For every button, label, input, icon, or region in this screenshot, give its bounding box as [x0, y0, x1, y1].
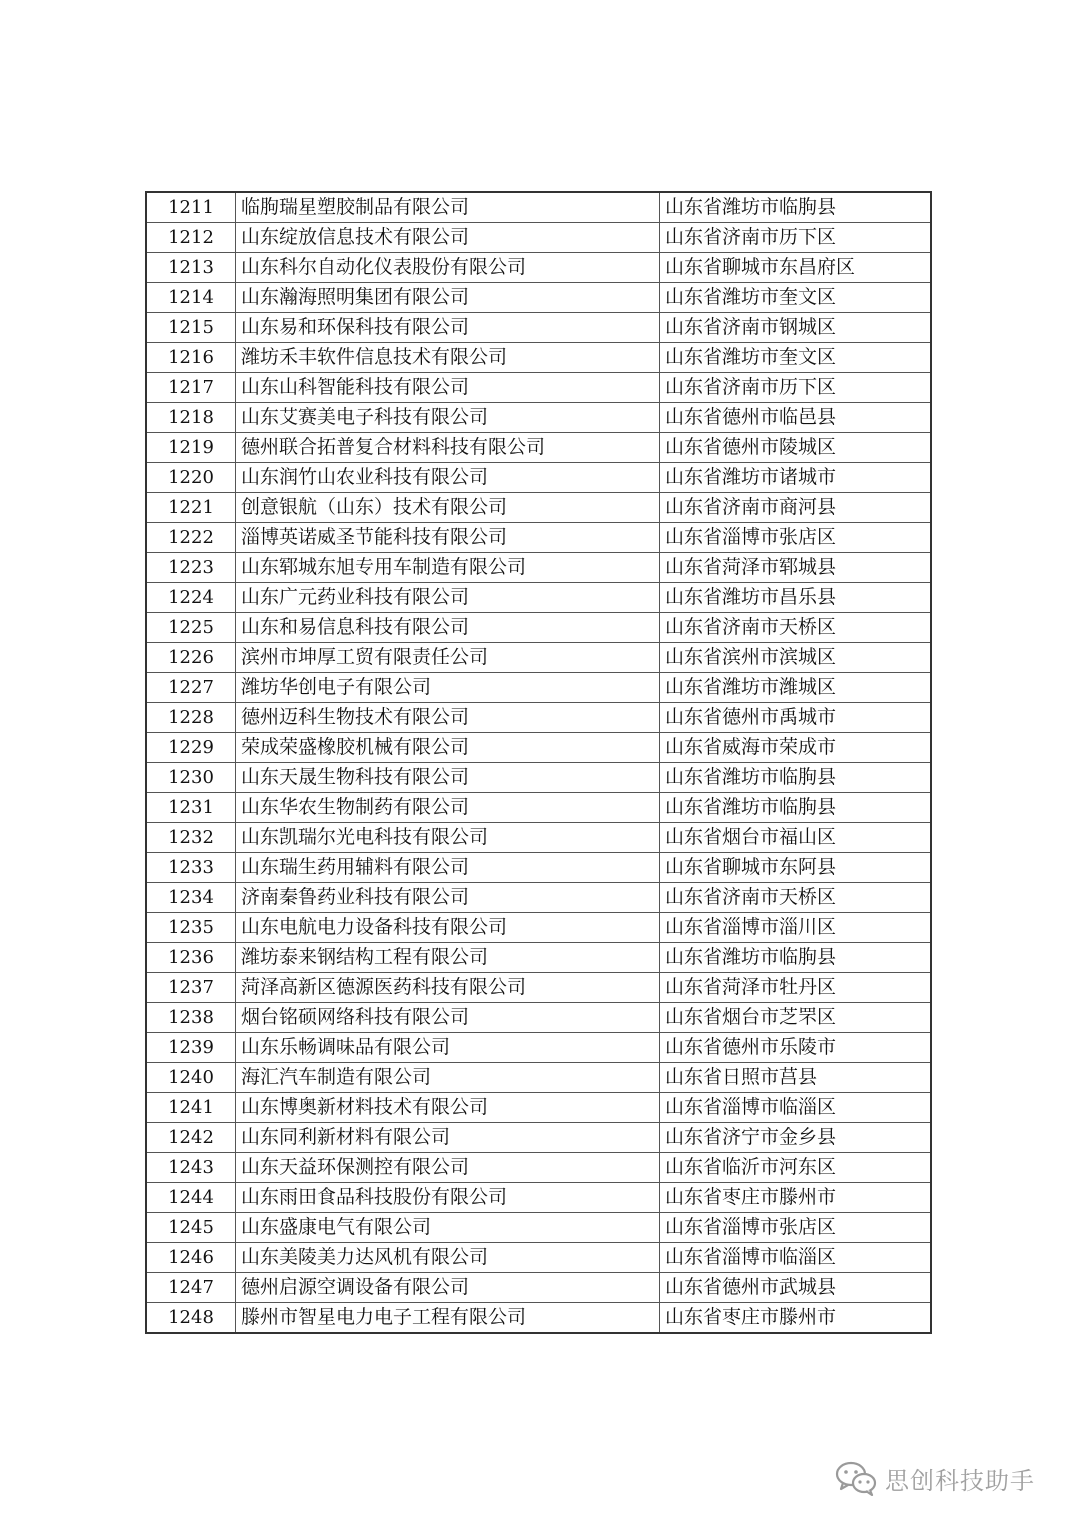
company-location: 山东省济南市历下区 [660, 373, 932, 403]
company-table-body [146, 192, 931, 1333]
row-number: 1216 [146, 343, 236, 373]
row-number: 1227 [146, 673, 236, 703]
table-row [146, 1243, 931, 1273]
company-location: 山东省烟台市芝罘区 [660, 1003, 932, 1033]
table-row [146, 643, 931, 673]
table-row [146, 1063, 931, 1093]
row-number: 1238 [146, 1003, 236, 1033]
table-row [146, 433, 931, 463]
company-location: 山东省济南市钢城区 [660, 313, 932, 343]
table-row [146, 1093, 931, 1123]
row-number: 1220 [146, 463, 236, 493]
company-location: 山东省济南市商河县 [660, 493, 932, 523]
table-row [146, 493, 931, 523]
company-location: 山东省临沂市河东区 [660, 1153, 932, 1183]
watermark [835, 1458, 1035, 1498]
row-number: 1228 [146, 703, 236, 733]
row-number: 1239 [146, 1033, 236, 1063]
company-name: 山东美陵美力达风机有限公司 [236, 1243, 660, 1273]
company-location: 山东省潍坊市奎文区 [660, 343, 932, 373]
table-row [146, 223, 931, 253]
wechat-icon [835, 1460, 877, 1496]
row-number: 1223 [146, 553, 236, 583]
company-location: 山东省潍坊市临朐县 [660, 763, 932, 793]
company-location: 山东省聊城市东昌府区 [660, 253, 932, 283]
row-number: 1242 [146, 1123, 236, 1153]
row-number: 1214 [146, 283, 236, 313]
row-number: 1244 [146, 1183, 236, 1213]
company-location: 山东省淄博市张店区 [660, 523, 932, 553]
row-number: 1241 [146, 1093, 236, 1123]
watermark-text: 思创科技助手 [885, 1466, 1035, 1495]
company-location: 山东省日照市莒县 [660, 1063, 932, 1093]
table-row [146, 373, 931, 403]
company-name: 山东博奥新材料技术有限公司 [236, 1093, 660, 1123]
company-name: 山东盛康电气有限公司 [236, 1213, 660, 1243]
row-number: 1221 [146, 493, 236, 523]
row-number: 1243 [146, 1153, 236, 1183]
company-name: 潍坊华创电子有限公司 [236, 673, 660, 703]
company-name: 海汇汽车制造有限公司 [236, 1063, 660, 1093]
company-name: 淄博英诺威圣节能科技有限公司 [236, 523, 660, 553]
company-location: 山东省德州市临邑县 [660, 403, 932, 433]
company-name: 山东电航电力设备科技有限公司 [236, 913, 660, 943]
company-location: 山东省烟台市福山区 [660, 823, 932, 853]
row-number: 1226 [146, 643, 236, 673]
table-row [146, 973, 931, 1003]
company-name: 山东雨田食品科技股份有限公司 [236, 1183, 660, 1213]
table-row [146, 763, 931, 793]
table-row [146, 673, 931, 703]
row-number: 1245 [146, 1213, 236, 1243]
company-name: 山东乐畅调味品有限公司 [236, 1033, 660, 1063]
company-name: 山东广元药业科技有限公司 [236, 583, 660, 613]
company-location: 山东省潍坊市临朐县 [660, 943, 932, 973]
row-number: 1212 [146, 223, 236, 253]
company-location: 山东省威海市荣成市 [660, 733, 932, 763]
table-row [146, 793, 931, 823]
row-number: 1240 [146, 1063, 236, 1093]
table-row [146, 823, 931, 853]
company-location: 山东省济南市天桥区 [660, 613, 932, 643]
row-number: 1229 [146, 733, 236, 763]
company-location: 山东省潍坊市诸城市 [660, 463, 932, 493]
company-name: 山东凯瑞尔光电科技有限公司 [236, 823, 660, 853]
company-location: 山东省潍坊市临朐县 [660, 793, 932, 823]
company-name: 山东天晟生物科技有限公司 [236, 763, 660, 793]
row-number: 1217 [146, 373, 236, 403]
table-row [146, 343, 931, 373]
company-location: 山东省德州市武城县 [660, 1273, 932, 1303]
row-number: 1232 [146, 823, 236, 853]
table-row [146, 1213, 931, 1243]
company-location: 山东省潍坊市昌乐县 [660, 583, 932, 613]
company-name: 山东瑞生药用辅料有限公司 [236, 853, 660, 883]
row-number: 1234 [146, 883, 236, 913]
company-location: 山东省潍坊市临朐县 [660, 192, 932, 223]
company-location: 山东省枣庄市滕州市 [660, 1303, 932, 1334]
table-row [146, 253, 931, 283]
company-name: 烟台铭硕网络科技有限公司 [236, 1003, 660, 1033]
table-row [146, 1003, 931, 1033]
row-number: 1219 [146, 433, 236, 463]
company-name: 德州联合拓普复合材料科技有限公司 [236, 433, 660, 463]
table-row [146, 1123, 931, 1153]
table-row [146, 523, 931, 553]
table-row [146, 283, 931, 313]
table-row [146, 583, 931, 613]
company-name: 山东艾赛美电子科技有限公司 [236, 403, 660, 433]
company-name: 山东天益环保测控有限公司 [236, 1153, 660, 1183]
company-name: 山东易和环保科技有限公司 [236, 313, 660, 343]
row-number: 1213 [146, 253, 236, 283]
row-number: 1236 [146, 943, 236, 973]
table-row [146, 883, 931, 913]
company-table-container [145, 191, 923, 1334]
company-location: 山东省淄博市临淄区 [660, 1243, 932, 1273]
company-location: 山东省潍坊市潍城区 [660, 673, 932, 703]
row-number: 1225 [146, 613, 236, 643]
company-name: 潍坊禾丰软件信息技术有限公司 [236, 343, 660, 373]
row-number: 1211 [146, 192, 236, 223]
row-number: 1237 [146, 973, 236, 1003]
company-name: 创意银航（山东）技术有限公司 [236, 493, 660, 523]
company-name: 山东瀚海照明集团有限公司 [236, 283, 660, 313]
company-name: 山东郓城东旭专用车制造有限公司 [236, 553, 660, 583]
company-name: 荣成荣盛橡胶机械有限公司 [236, 733, 660, 763]
company-name: 山东和易信息科技有限公司 [236, 613, 660, 643]
company-location: 山东省济南市历下区 [660, 223, 932, 253]
company-location: 山东省菏泽市郓城县 [660, 553, 932, 583]
company-table [145, 191, 932, 1334]
company-name: 山东润竹山农业科技有限公司 [236, 463, 660, 493]
row-number: 1230 [146, 763, 236, 793]
company-location: 山东省淄博市淄川区 [660, 913, 932, 943]
row-number: 1248 [146, 1303, 236, 1334]
company-name: 潍坊泰来钢结构工程有限公司 [236, 943, 660, 973]
company-name: 山东同利新材料有限公司 [236, 1123, 660, 1153]
table-row [146, 313, 931, 343]
table-row [146, 403, 931, 433]
table-row [146, 703, 931, 733]
row-number: 1246 [146, 1243, 236, 1273]
row-number: 1233 [146, 853, 236, 883]
table-row [146, 1273, 931, 1303]
company-name: 济南秦鲁药业科技有限公司 [236, 883, 660, 913]
company-name: 滕州市智星电力电子工程有限公司 [236, 1303, 660, 1334]
company-location: 山东省聊城市东阿县 [660, 853, 932, 883]
company-name: 山东华农生物制药有限公司 [236, 793, 660, 823]
row-number: 1215 [146, 313, 236, 343]
company-location: 山东省枣庄市滕州市 [660, 1183, 932, 1213]
table-row [146, 1183, 931, 1213]
table-row [146, 1033, 931, 1063]
row-number: 1231 [146, 793, 236, 823]
company-name: 菏泽高新区德源医药科技有限公司 [236, 973, 660, 1003]
company-location: 山东省德州市禹城市 [660, 703, 932, 733]
table-row [146, 553, 931, 583]
table-row [146, 913, 931, 943]
row-number: 1224 [146, 583, 236, 613]
row-number: 1247 [146, 1273, 236, 1303]
table-row [146, 943, 931, 973]
company-name: 德州启源空调设备有限公司 [236, 1273, 660, 1303]
table-row [146, 733, 931, 763]
company-location: 山东省济南市天桥区 [660, 883, 932, 913]
table-row [146, 463, 931, 493]
company-location: 山东省滨州市滨城区 [660, 643, 932, 673]
company-name: 临朐瑞星塑胶制品有限公司 [236, 192, 660, 223]
company-location: 山东省潍坊市奎文区 [660, 283, 932, 313]
row-number: 1235 [146, 913, 236, 943]
row-number: 1218 [146, 403, 236, 433]
table-row [146, 192, 931, 223]
table-row [146, 1303, 931, 1334]
company-location: 山东省德州市陵城区 [660, 433, 932, 463]
company-name: 山东科尔自动化仪表股份有限公司 [236, 253, 660, 283]
table-row [146, 853, 931, 883]
company-location: 山东省济宁市金乡县 [660, 1123, 932, 1153]
company-location: 山东省淄博市临淄区 [660, 1093, 932, 1123]
company-name: 山东绽放信息技术有限公司 [236, 223, 660, 253]
table-row [146, 1153, 931, 1183]
company-name: 德州迈科生物技术有限公司 [236, 703, 660, 733]
company-location: 山东省菏泽市牡丹区 [660, 973, 932, 1003]
company-name: 滨州市坤厚工贸有限责任公司 [236, 643, 660, 673]
company-name: 山东山科智能科技有限公司 [236, 373, 660, 403]
company-location: 山东省德州市乐陵市 [660, 1033, 932, 1063]
company-location: 山东省淄博市张店区 [660, 1213, 932, 1243]
row-number: 1222 [146, 523, 236, 553]
table-row [146, 613, 931, 643]
